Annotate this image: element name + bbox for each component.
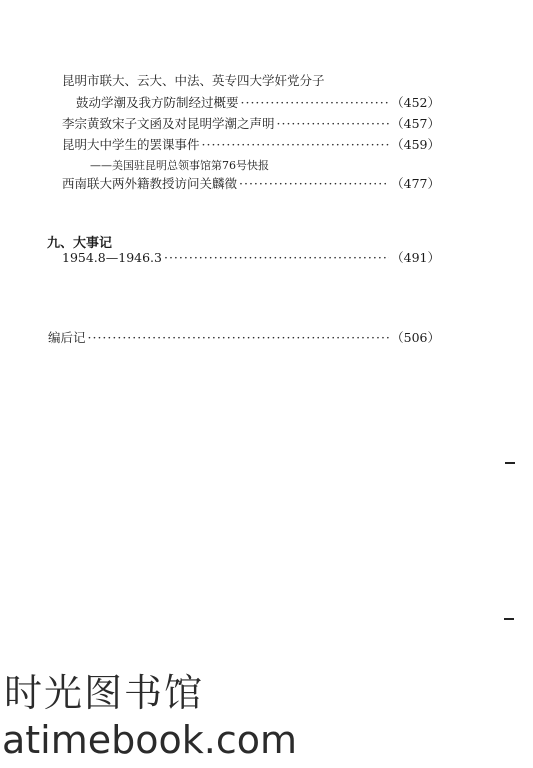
dot-leader (164, 250, 389, 266)
toc-entry (62, 116, 440, 132)
toc-page-number: （506） (391, 330, 440, 345)
toc-entry (76, 95, 440, 111)
dot-leader (202, 137, 390, 153)
section-heading: 九、大事记 (47, 236, 113, 251)
toc-page-number: （457） (391, 116, 440, 131)
dot-leader (241, 95, 390, 111)
toc-entry-title: 昆明大中学生的罢课事件 (62, 137, 200, 152)
toc-page-number: （491） (391, 250, 440, 265)
dot-leader (277, 116, 390, 132)
dot-leader (88, 330, 390, 346)
toc-entry-title: 西南联大两外籍教授访问关麟徵 (62, 176, 238, 191)
toc-entry (62, 137, 440, 153)
toc-entry-title: 鼓动学潮及我方防制经过概要 (76, 95, 239, 110)
toc-entry (62, 250, 440, 266)
toc-page-number: （477） (391, 176, 440, 191)
toc-entry-title: 编后记 (48, 330, 86, 345)
toc-page-number: （452） (391, 95, 440, 110)
scan-speck (504, 618, 514, 620)
toc-entry (62, 176, 440, 192)
toc-entry-title: 昆明市联大、云大、中法、英专四大学奸党分子 (62, 73, 325, 88)
watermark-site-name: 时光图书馆 (4, 671, 205, 715)
toc-page-number: （459） (391, 137, 440, 152)
dot-leader (239, 176, 389, 192)
scan-speck (505, 462, 515, 464)
toc-entry (48, 330, 440, 346)
toc-entry-title: 李宗黄致宋子文函及对昆明学潮之声明 (62, 116, 275, 131)
toc-entry-subtitle: ——美国驻昆明总领事馆第76号快报 (90, 159, 269, 172)
toc-entry-title: 1954.8—1946.3 (62, 250, 162, 265)
watermark-url: atimebook.com (2, 718, 298, 762)
